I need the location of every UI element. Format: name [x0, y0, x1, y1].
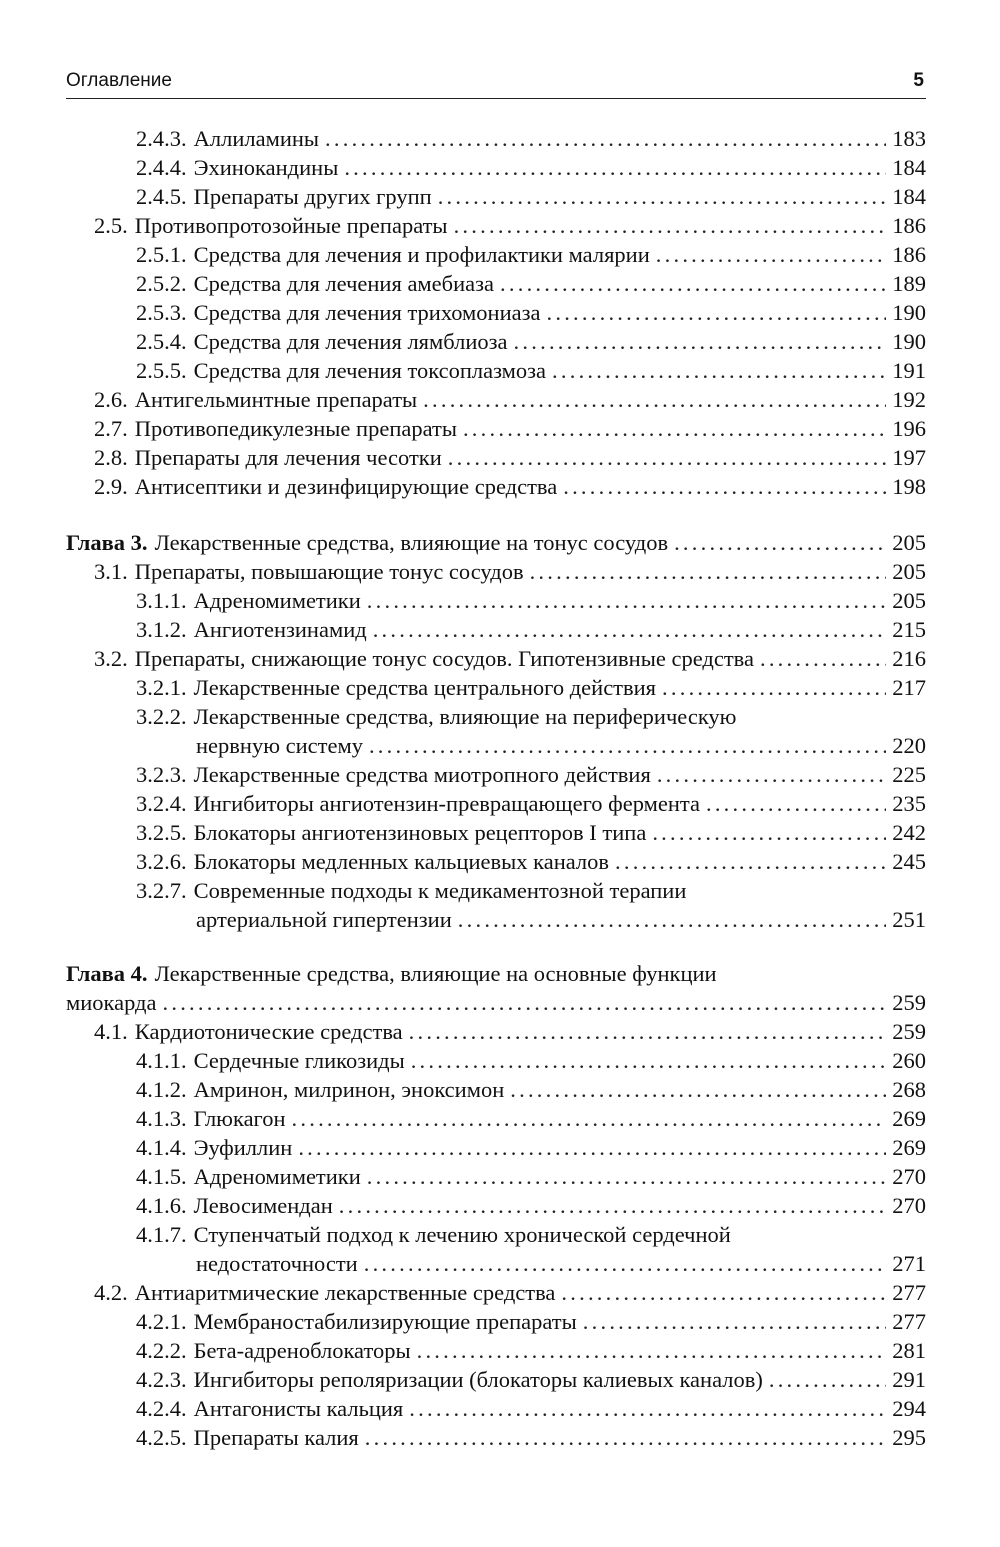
toc-entry-title: миокарда	[66, 990, 157, 1015]
toc-entry-number: Глава 3.	[66, 530, 148, 555]
toc-entry	[136, 876, 926, 905]
toc-entry	[94, 557, 926, 586]
toc-entry-page: 235	[892, 791, 926, 816]
toc-entry-page: 192	[892, 387, 926, 412]
toc-entry	[136, 1220, 926, 1249]
dot-leader	[367, 586, 886, 615]
dot-leader	[364, 1249, 887, 1278]
dot-leader	[583, 1307, 886, 1336]
toc-entry-page: 183	[892, 126, 926, 151]
toc-entry-title: Препараты, повышающие тонус сосудов	[134, 559, 524, 584]
toc-entry-title: Средства для лечения и профилактики малярии	[193, 242, 650, 267]
toc-entry-number: 3.2.7.	[136, 878, 187, 903]
toc-entry-number: 2.8.	[94, 445, 128, 470]
toc-entry-number: 3.2.3.	[136, 762, 187, 787]
toc-entry-title: Ингибиторы ангиотензин-превращающего фермента	[193, 791, 700, 816]
toc-entry-number: 4.1.4.	[136, 1135, 187, 1160]
toc-entry-page: 269	[892, 1106, 926, 1131]
toc-entry	[94, 1278, 926, 1307]
toc-entry	[94, 644, 926, 673]
dot-leader	[561, 1278, 886, 1307]
toc-entry-title: Левосимендан	[193, 1193, 333, 1218]
toc-entry-number: 3.2.5.	[136, 820, 187, 845]
toc-entry-title: Противопротозойные препараты	[134, 213, 448, 238]
toc-entry	[196, 1249, 926, 1278]
toc-entry-title: артериальной гипертензии	[196, 907, 452, 932]
toc-entry	[136, 1307, 926, 1336]
dot-leader	[339, 1191, 886, 1220]
toc-entry	[136, 586, 926, 615]
toc-entry-number: 2.4.3.	[136, 126, 187, 151]
toc-entry-number: 4.1.	[94, 1019, 128, 1044]
toc-entry-number: 4.1.1.	[136, 1048, 187, 1073]
toc-entry-page: 190	[892, 300, 926, 325]
dot-leader	[500, 269, 886, 298]
toc-entry-number: 2.4.4.	[136, 155, 187, 180]
toc-entry-title: Препараты, снижающие тонус сосудов. Гипотензивные средства	[134, 646, 754, 671]
toc-entry-title: Антагонисты кальция	[193, 1396, 404, 1421]
toc-entry-number: 4.2.3.	[136, 1367, 187, 1392]
toc-entry-page: 215	[892, 617, 926, 642]
toc-entry-number: 2.5.2.	[136, 271, 187, 296]
toc-entry-page: 186	[892, 242, 926, 267]
toc-entry-number: 3.1.1.	[136, 588, 187, 613]
toc-entry-number: 4.2.5.	[136, 1425, 187, 1450]
toc-entry-page: 205	[892, 588, 926, 613]
toc-entry	[136, 1046, 926, 1075]
toc-entry	[136, 1394, 926, 1423]
dot-leader	[706, 789, 886, 818]
toc-entry-number: 2.5.1.	[136, 242, 187, 267]
toc-entry-title: Препараты для лечения чесотки	[134, 445, 442, 470]
toc-entry-number: 3.2.2.	[136, 704, 187, 729]
dot-leader	[662, 673, 886, 702]
dot-leader	[458, 905, 886, 934]
toc-entry-number: 4.2.4.	[136, 1396, 187, 1421]
toc-entry-page: 281	[892, 1338, 926, 1363]
toc-entry-page: 198	[892, 474, 926, 499]
toc-entry-title: Препараты других групп	[193, 184, 432, 209]
toc-entry-page: 217	[892, 675, 926, 700]
dot-leader	[563, 472, 886, 501]
toc-entry-page: 216	[892, 646, 926, 671]
toc-entry-number: 4.2.	[94, 1280, 128, 1305]
toc-entry-number: 4.1.6.	[136, 1193, 187, 1218]
toc-entry	[136, 153, 926, 182]
dot-leader	[656, 240, 886, 269]
toc-entry-title: Аллиламины	[193, 126, 320, 151]
toc-entry	[136, 269, 926, 298]
toc-entry-title: Лекарственные средства, влияющие на тонус сосудов	[154, 530, 669, 555]
toc-entry-title: Лекарственные средства миотропного действия	[193, 762, 651, 787]
toc-entry-page: 184	[892, 184, 926, 209]
toc-entry	[136, 1336, 926, 1365]
toc-entry-number: 3.2.6.	[136, 849, 187, 874]
dot-leader	[769, 1365, 886, 1394]
toc-entry-page: 295	[892, 1425, 926, 1450]
toc-entry-page: 220	[892, 733, 926, 758]
toc-entry-title: Блокаторы медленных кальциевых каналов	[193, 849, 610, 874]
toc-entry-title: нервную систему	[196, 733, 363, 758]
page-header	[66, 64, 926, 99]
toc-entry-title: Средства для лечения амебиаза	[193, 271, 495, 296]
toc-entry-title: Блокаторы ангиотензиновых рецепторов I типа	[193, 820, 647, 845]
toc-entry	[136, 1133, 926, 1162]
toc-entry	[66, 959, 926, 988]
toc-entry	[136, 1162, 926, 1191]
toc-entry-number: 4.1.2.	[136, 1077, 187, 1102]
dot-leader	[409, 1394, 886, 1423]
toc-entry-number: 2.5.	[94, 213, 128, 238]
toc-entry-number: 4.1.7.	[136, 1222, 187, 1247]
toc-entry-title: Препараты калия	[193, 1425, 359, 1450]
dot-leader	[365, 1423, 886, 1452]
toc-entry-title: Бета-адреноблокаторы	[193, 1338, 411, 1363]
toc-entry	[136, 182, 926, 211]
dot-leader	[615, 847, 886, 876]
toc-entry-title: недостаточности	[196, 1251, 358, 1276]
toc-entry	[136, 1075, 926, 1104]
toc-entry-title: Антисептики и дезинфицирующие средства	[134, 474, 558, 499]
toc-entry-page: 260	[892, 1048, 926, 1073]
toc-entry-page: 271	[892, 1251, 926, 1276]
toc-entry-page: 190	[892, 329, 926, 354]
toc-entry-page: 205	[892, 530, 926, 555]
toc-entry	[94, 443, 926, 472]
toc-entry	[136, 1365, 926, 1394]
dot-leader	[369, 731, 886, 760]
toc-entry-number: 2.6.	[94, 387, 128, 412]
toc-entry-number: 2.5.5.	[136, 358, 187, 383]
toc-entry-number: 2.7.	[94, 416, 128, 441]
dot-leader	[367, 1162, 886, 1191]
toc-entry	[136, 240, 926, 269]
dot-leader	[552, 356, 886, 385]
toc-entry-title: Ступенчатый подход к лечению хронической сердечной	[193, 1222, 731, 1247]
dot-leader	[454, 211, 887, 240]
toc-entry-title: Эуфиллин	[193, 1135, 293, 1160]
toc-entry	[136, 615, 926, 644]
toc-entry	[94, 385, 926, 414]
toc-entry	[94, 472, 926, 501]
toc-entry-title: Антиаритмические лекарственные средства	[134, 1280, 556, 1305]
dot-leader	[514, 327, 887, 356]
toc-entry	[136, 818, 926, 847]
toc-entry-title: Средства для лечения трихомониаза	[193, 300, 541, 325]
dot-leader	[652, 818, 886, 847]
toc-entry	[196, 731, 926, 760]
toc-entry-title: Антигельминтные препараты	[134, 387, 418, 412]
toc-entry-number: 4.2.2.	[136, 1338, 187, 1363]
toc-entry-page: 189	[892, 271, 926, 296]
toc-entry-page: 268	[892, 1077, 926, 1102]
toc-entry-page: 259	[892, 990, 926, 1015]
toc-entry	[196, 905, 926, 934]
toc-entry	[136, 1191, 926, 1220]
dot-leader	[423, 385, 886, 414]
dot-leader	[373, 615, 887, 644]
toc-entry-page: 205	[892, 559, 926, 584]
toc-entry-title: Лекарственные средства, влияющие на основные функции	[154, 961, 717, 986]
toc-entry-title: Лекарственные средства, влияющие на периферическую	[193, 704, 737, 729]
toc-entry-page: 251	[892, 907, 926, 932]
toc-entry-page: 225	[892, 762, 926, 787]
toc-entry	[136, 356, 926, 385]
toc-entry-page: 191	[892, 358, 926, 383]
toc-entry	[136, 702, 926, 731]
toc-entry-number: 3.1.	[94, 559, 128, 584]
toc-entry-page: 197	[892, 445, 926, 470]
dot-leader	[510, 1075, 886, 1104]
toc-entry-title: Мембраностабилизирующие препараты	[193, 1309, 577, 1334]
toc-entry-title: Адреномиметики	[193, 1164, 361, 1189]
dot-leader	[163, 988, 887, 1017]
toc-entry-title: Эхинокандины	[193, 155, 339, 180]
toc-entry-title: Средства для лечения лямблиоза	[193, 329, 508, 354]
dot-leader	[409, 1017, 887, 1046]
toc-entry-number: 3.2.1.	[136, 675, 187, 700]
dot-leader	[292, 1104, 887, 1133]
toc-entry	[136, 1423, 926, 1452]
dot-leader	[674, 528, 886, 557]
dot-leader	[298, 1133, 886, 1162]
toc-entry	[94, 414, 926, 443]
dot-leader	[657, 760, 886, 789]
toc-entry	[136, 124, 926, 153]
toc-entry-number: 3.2.4.	[136, 791, 187, 816]
toc-entry-title: Адреномиметики	[193, 588, 361, 613]
toc-entry-page: 196	[892, 416, 926, 441]
toc-entry-page: 277	[892, 1309, 926, 1334]
dot-leader	[411, 1046, 887, 1075]
dot-leader	[760, 644, 886, 673]
toc-entry-number: 2.9.	[94, 474, 128, 499]
dot-leader	[463, 414, 886, 443]
page-number: 5	[913, 70, 924, 91]
toc-entry	[136, 327, 926, 356]
dot-leader	[547, 298, 887, 327]
dot-leader	[448, 443, 886, 472]
toc-entry-page: 270	[892, 1164, 926, 1189]
dot-leader	[417, 1336, 887, 1365]
toc-entry-page: 277	[892, 1280, 926, 1305]
toc-entry-number: 2.5.3.	[136, 300, 187, 325]
toc-entry-title: Ангиотензинамид	[193, 617, 367, 642]
toc-entry	[94, 211, 926, 240]
toc-entry	[136, 760, 926, 789]
toc-entry-number: Глава 4.	[66, 961, 148, 986]
toc-entry-title: Сердечные гликозиды	[193, 1048, 405, 1073]
toc-entry	[136, 298, 926, 327]
toc-entry-page: 245	[892, 849, 926, 874]
toc-entry	[136, 1104, 926, 1133]
toc-entry	[66, 528, 926, 557]
dot-leader	[438, 182, 887, 211]
toc-entry	[94, 1017, 926, 1046]
dot-leader	[325, 124, 886, 153]
toc-entry-title: Глюкагон	[193, 1106, 286, 1131]
toc-entry-page: 291	[892, 1367, 926, 1392]
toc-entry-page: 270	[892, 1193, 926, 1218]
toc-entry	[136, 847, 926, 876]
toc-entry-title: Лекарственные средства центрального действия	[193, 675, 657, 700]
toc-entry-number: 4.1.3.	[136, 1106, 187, 1131]
toc-entry-page: 242	[892, 820, 926, 845]
toc-entry-title: Кардиотонические средства	[134, 1019, 403, 1044]
toc-entry-page: 186	[892, 213, 926, 238]
toc-entry-title: Амринон, милринон, эноксимон	[193, 1077, 505, 1102]
toc-entry-page: 269	[892, 1135, 926, 1160]
toc-entry-title: Противопедикулезные препараты	[134, 416, 457, 441]
toc-entry-number: 3.1.2.	[136, 617, 187, 642]
running-head-title: Оглавление	[66, 70, 172, 91]
toc-entry-title: Ингибиторы реполяризации (блокаторы калиевых каналов)	[193, 1367, 763, 1392]
toc-entry-page: 294	[892, 1396, 926, 1421]
toc-entry-page: 184	[892, 155, 926, 180]
toc-entry-number: 3.2.	[94, 646, 128, 671]
dot-leader	[530, 557, 887, 586]
toc-entry-number: 4.1.5.	[136, 1164, 187, 1189]
toc-entry	[66, 988, 926, 1017]
toc-entry	[136, 673, 926, 702]
toc-entry-title: Средства для лечения токсоплазмоза	[193, 358, 547, 383]
toc-entry-number: 2.5.4.	[136, 329, 187, 354]
toc-entry	[136, 789, 926, 818]
toc-entry-page: 259	[892, 1019, 926, 1044]
toc-entry-number: 2.4.5.	[136, 184, 187, 209]
toc-entry-number: 4.2.1.	[136, 1309, 187, 1334]
toc-entry-title: Современные подходы к медикаментозной терапии	[193, 878, 687, 903]
dot-leader	[344, 153, 886, 182]
